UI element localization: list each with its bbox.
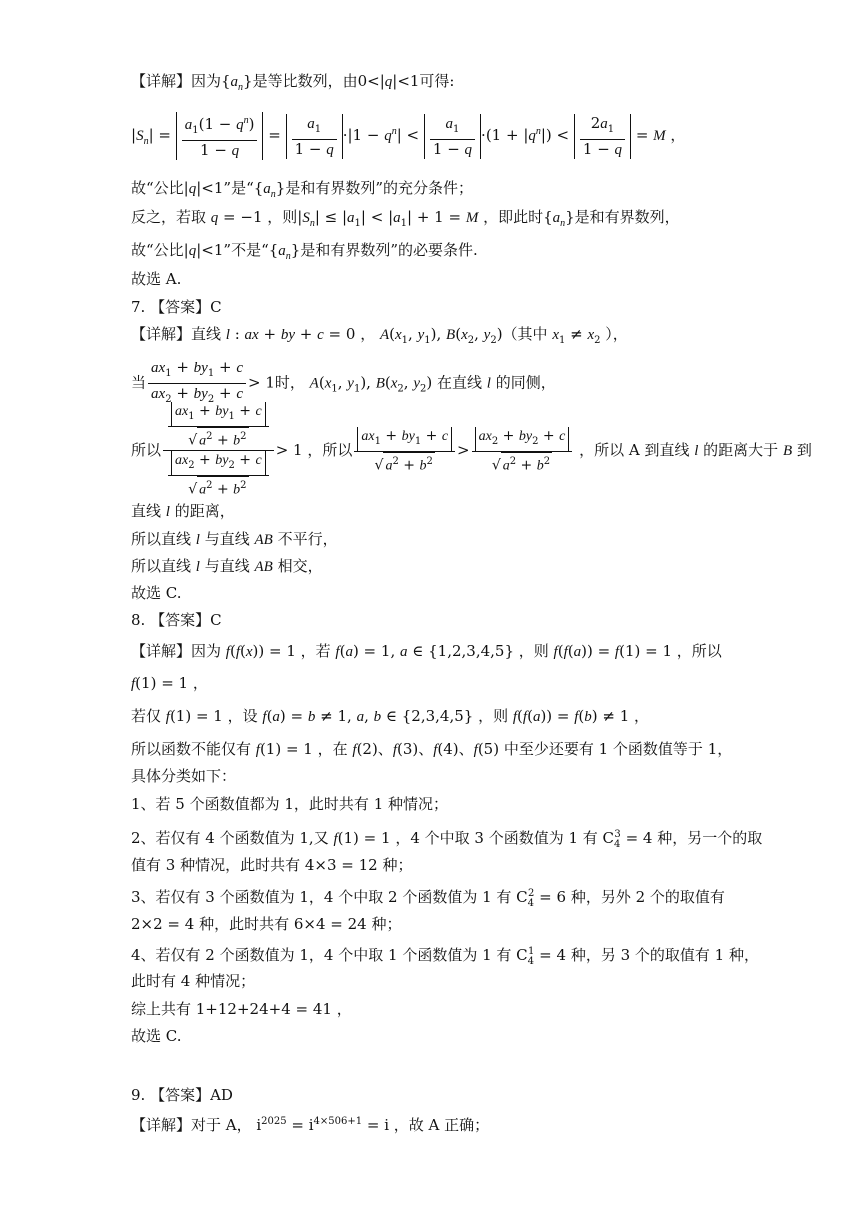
solution-6-not-necessary: 故“公比|q|<1”不是“$\{a_n\}$是和有界数列”的必要条件. — [131, 241, 478, 262]
solution-7-choice: 故选 C. — [131, 584, 182, 602]
solution-6-converse: 反之，若取 q = −1 ，则$|S_n| \le |a_1| < |a_1| + 1 = M$ ，即此时$\{a_n\}$是和有界数列， — [131, 208, 680, 229]
solution-8-classify: 具体分类如下： — [131, 767, 237, 785]
solution-8-total: 综上共有 1+12+24+4 = 41 ， — [131, 1000, 352, 1018]
solution-7-intersect: 所以直线 l 与直线 AB 相交， — [131, 557, 323, 575]
solution-6-sum-bound: $|S_n|$ = $\frac{a_1(1 - q^n)}{1 - q}$ = $\frac{a_1}{1 - q}$ $\cdot|1 - q^n|$ < $\frac{a_1}{1 - q}$ $\cdot(1 + |q^n|)$ < $\frac{2a_1}{1 - q}$ = M ， — [131, 113, 686, 159]
solution-8-case-3: 3、若仅有 3 个函数值为 1，4 个中取 2 个函数值为 1 有 $C_4^2 = 6$ 种，另外 2 个的取值有 — [131, 888, 725, 909]
solution-6-sufficient: 故“公比|q|<1”是“$\{a_n\}$是和有界数列”的充分条件； — [131, 179, 473, 200]
solution-8-at-least: 所以函数不能仅有 f(1) = 1 ，在 f(2)、f(3)、f(4)、f(5) 中至少还要有 1 个函数值等于 1， — [131, 740, 733, 758]
solution-8-case-4: 4、若仅有 2 个函数值为 1，4 个中取 1 个函数值为 1 有 $C_4^1 = 4$ 种，另 3 个的取值有 1 种， — [131, 946, 759, 967]
solution-7-not-parallel: 所以直线 l 与直线 AB 不平行， — [131, 530, 338, 548]
solution-8-f1: f(1) = 1 ， — [131, 674, 208, 692]
answer-7: 7. 【答案】C — [131, 298, 222, 316]
solution-8-case-4-cont: 此时有 4 种情况； — [131, 972, 256, 990]
answer-9: 9. 【答案】AD — [131, 1086, 233, 1104]
solution-6-choice: 故选 A. — [131, 270, 182, 288]
solution-8-case-3-cont: 2×2 = 4 种，此时共有 6×4 = 24 种； — [131, 915, 402, 933]
solution-8-case-1: 1、若 5 个函数值都为 1，此时共有 1 种情况； — [131, 795, 449, 813]
solution-7-distance-cont: 直线 l 的距离， — [131, 502, 235, 520]
solution-7-distance: 所以 $\frac{\frac{ax_1 + by_1 + c}{√ a^2 + b^2}}{\frac{ax_2 + by_2 + c}{√ a^2 + b^2}}$ > 1 ，所以 $\frac{ax_1 + by_1 + c}{√ a^2 + b^2}$ > $\frac{ax_2 + by_2 + c}{√ a^2 + b^2}$ ，所以 A 到直线 l 的距离大于 B 到 — [131, 403, 812, 498]
solution-8-case-2: 2、若仅有 4 个函数值为 1,又 f(1) = 1 ，4 个中取 3 个函数值为 1 有 $C_4^3 = 4$ 种，另一个的取 — [131, 829, 763, 850]
solution-7-same-side: 当 $\frac{ax_1 + by_1 + c}{ax_2 + by_2 + c}$ > 1时， $A(x_1$, $y_1$), $B(x_2$, $y_2$) 在直线 l 的同侧， — [131, 358, 556, 405]
solution-8-only-f1: 若仅 f(1) = 1 ，设 f(a) = b ≠ 1, a, b ∈ {2,3,4,5} ，则 f(f(a)) = f(b) ≠ 1 ， — [131, 707, 650, 725]
solution-7-line: 【详解】直线 l : ax + by + c = 0 ， $A(x_1$, $y_1$), $B(x_2$, $y_2$)（其中 $x_1 \ne x_2$ ）， — [131, 325, 628, 346]
solution-8-choice: 故选 C. — [131, 1027, 182, 1045]
solution-8-case-2-cont: 值有 3 种情况，此时共有 4×3 = 12 种； — [131, 856, 413, 874]
solution-9-a: 【详解】对于 A， $i^{2025} = i^{4\times 506+1} = i$ ，故 A 正确； — [131, 1116, 490, 1134]
answer-8: 8. 【答案】C — [131, 611, 222, 629]
solution-8-intro: 【详解】因为 f(f(x)) = 1 ，若 f(a) = 1, a ∈ {1,2,3,4,5} ，则 f(f(a)) = f(1) = 1 ，所以 — [131, 642, 722, 660]
solution-6-intro: 【详解】因为$\{a_n\}$是等比数列，由0<|q|<1可得: — [131, 72, 455, 93]
